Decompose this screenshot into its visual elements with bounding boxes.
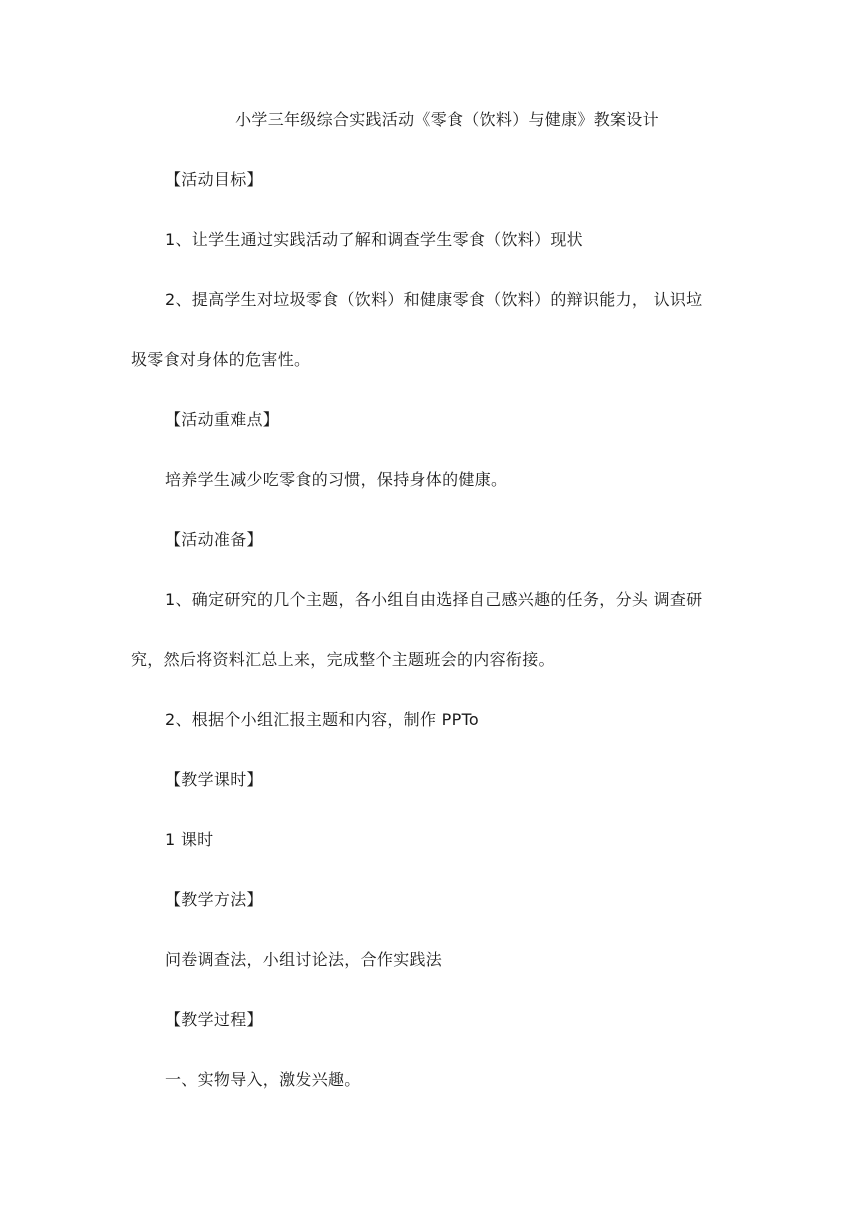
section-heading-class-hours: 【教学课时】 — [165, 770, 263, 789]
section-heading-process: 【教学过程】 — [165, 1010, 263, 1029]
objective-1: 1、让学生通过实践活动了解和调查学生零食（饮料）现状 — [165, 230, 583, 249]
preparation-1: 1、确定研究的几个主题，各小组自由选择自己感兴趣的任务，分头 调查研 — [165, 590, 703, 609]
methods-text: 问卷调查法，小组讨论法，合作实践法 — [165, 950, 443, 969]
class-hours-text: 1 课时 — [165, 830, 214, 849]
objective-2: 2、提高学生对垃圾零食（饮料）和健康零食（饮料）的辩识能力， 认识垃 — [165, 290, 703, 309]
preparation-1-continued: 究，然后将资料汇总上来，完成整个主题班会的内容衔接。 — [131, 650, 555, 669]
section-heading-preparation: 【活动准备】 — [165, 530, 263, 549]
key-points-text: 培养学生减少吃零食的习惯，保持身体的健康。 — [165, 470, 508, 489]
document-title: 小学三年级综合实践活动《零食（饮料）与健康》教案设计 — [235, 110, 659, 129]
section-heading-objectives: 【活动目标】 — [165, 170, 263, 189]
objective-2-continued: 圾零食对身体的危害性。 — [131, 350, 311, 369]
preparation-2: 2、根据个小组汇报主题和内容，制作 PPTo — [165, 710, 480, 729]
section-heading-key-points: 【活动重难点】 — [165, 410, 280, 429]
process-step-1: 一、实物导入，激发兴趣。 — [165, 1070, 361, 1089]
section-heading-methods: 【教学方法】 — [165, 890, 263, 909]
